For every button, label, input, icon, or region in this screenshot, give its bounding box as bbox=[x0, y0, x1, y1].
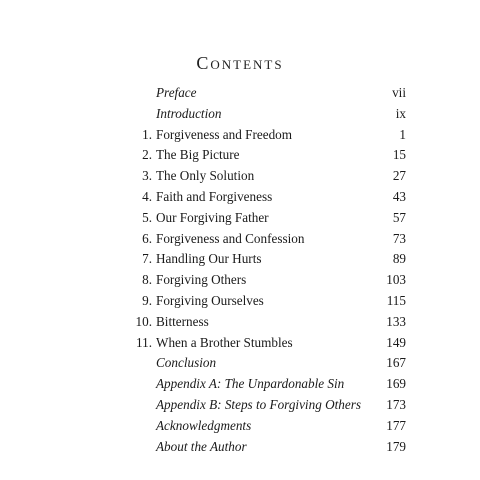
toc-entry bbox=[60, 83, 406, 104]
chapter-title: Preface bbox=[156, 85, 197, 100]
chapter-title: Faith and Forgiveness bbox=[156, 188, 273, 204]
toc-entry bbox=[60, 249, 406, 270]
toc-entry bbox=[60, 229, 406, 250]
chapter-number: 6. bbox=[142, 230, 152, 246]
chapter-number: 5. bbox=[142, 209, 152, 225]
chapter-title: Appendix A: The Unpardonable Sin bbox=[156, 376, 345, 392]
chapter-title: Conclusion bbox=[156, 355, 217, 371]
chapter-number: 3. bbox=[142, 168, 152, 184]
chapter-title: Forgiving Ourselves bbox=[156, 292, 264, 308]
page-number: 43 bbox=[392, 188, 406, 204]
toc-entry bbox=[60, 395, 406, 416]
toc-entry bbox=[60, 312, 406, 333]
toc-entry bbox=[60, 333, 406, 354]
toc-entry bbox=[60, 145, 406, 166]
chapter-number: 4. bbox=[142, 188, 152, 204]
chapter-number: 10. bbox=[135, 313, 152, 329]
toc-entry bbox=[60, 104, 406, 125]
page-number: 27 bbox=[392, 168, 406, 184]
chapter-title: Forgiveness and Confession bbox=[156, 230, 305, 246]
chapter-title: The Only Solution bbox=[156, 168, 255, 184]
toc-entry bbox=[60, 374, 406, 395]
page-number: 1 bbox=[399, 126, 406, 142]
chapter-number: 8. bbox=[142, 272, 152, 288]
chapter-title: Appendix B: Steps to Forgiving Others bbox=[156, 396, 361, 412]
chapter-title: Our Forgiving Father bbox=[156, 209, 269, 225]
page-number: 103 bbox=[386, 272, 406, 288]
page-number: vii bbox=[392, 85, 406, 100]
chapter-title: Acknowledgments bbox=[156, 417, 252, 433]
page-number: 15 bbox=[392, 147, 406, 163]
page-number: 57 bbox=[392, 209, 406, 225]
page-number: 167 bbox=[386, 355, 406, 371]
page-number: ix bbox=[395, 105, 406, 121]
chapter-title: The Big Picture bbox=[156, 147, 240, 163]
page-number: 173 bbox=[386, 396, 406, 412]
page-number: 115 bbox=[386, 292, 406, 308]
page-number: 73 bbox=[392, 230, 406, 246]
chapter-title: Bitterness bbox=[156, 313, 209, 329]
page-number: 179 bbox=[386, 438, 406, 454]
chapter-title: When a Brother Stumbles bbox=[156, 334, 293, 350]
chapter-number: 2. bbox=[142, 147, 152, 163]
chapter-number: 1. bbox=[142, 126, 152, 142]
chapter-number: 11. bbox=[136, 334, 152, 350]
toc-entry bbox=[60, 166, 406, 187]
toc-entry bbox=[60, 291, 406, 312]
chapter-number: 9. bbox=[142, 292, 152, 308]
toc-entry bbox=[60, 208, 406, 229]
page-number: 169 bbox=[386, 376, 406, 392]
chapter-title: Introduction bbox=[156, 105, 222, 121]
toc-entry bbox=[60, 125, 406, 146]
page-number: 177 bbox=[386, 417, 406, 433]
toc-entry bbox=[60, 270, 406, 291]
page-number: 133 bbox=[386, 313, 406, 329]
chapter-title: Handling Our Hurts bbox=[156, 251, 262, 267]
toc-entry bbox=[60, 187, 406, 208]
page-title: Contents bbox=[196, 53, 284, 74]
toc-entry bbox=[60, 416, 406, 437]
chapter-title: Forgiveness and Freedom bbox=[156, 126, 293, 142]
page-number: 149 bbox=[386, 334, 406, 350]
chapter-title: Forgiving Others bbox=[156, 272, 247, 288]
chapter-number: 7. bbox=[142, 251, 152, 267]
page-number: 89 bbox=[392, 251, 406, 267]
toc-entry bbox=[60, 437, 406, 458]
chapter-title: About the Author bbox=[156, 438, 247, 454]
table-of-contents bbox=[60, 83, 406, 457]
toc-entry bbox=[60, 353, 406, 374]
